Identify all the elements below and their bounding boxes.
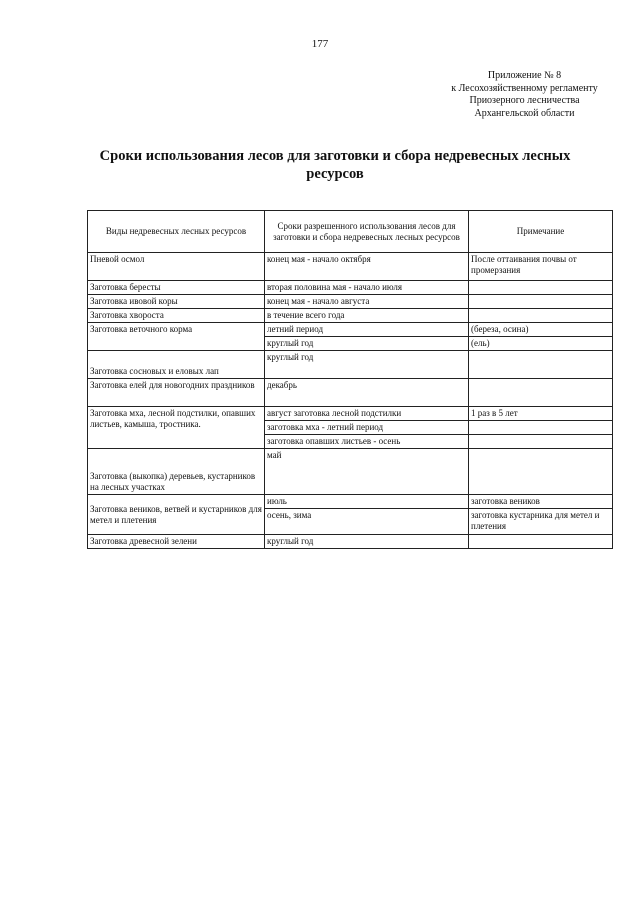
cell-period: июль [265,495,469,509]
cell-kind: Заготовка веточного корма [88,323,265,351]
cell-note [469,351,613,379]
table-row [88,449,613,495]
table-row [88,281,613,295]
cell-note [469,435,613,449]
appendix-line: Приозерного лесничества [469,95,580,106]
cell-kind: Пневой осмол [88,253,265,281]
cell-kind: Заготовка елей для новогодних праздников [88,379,265,407]
header-period: Сроки разрешенного использования лесов для заготовки и сбора недревесных лесных ресурсов [265,211,469,253]
cell-kind: Заготовка хвороста [88,309,265,323]
appendix-line: к Лесохозяйственному регламенту [451,82,598,94]
page-number: 177 [311,38,329,50]
cell-note: заготовка кустарника для метел и плетения [469,509,613,535]
cell-note [469,421,613,435]
cell-note [469,379,613,407]
cell-note [469,309,613,323]
document-title: Сроки использования лесов для заготовки и сбора недревесных лесных ресурсов [99,148,571,182]
cell-kind: Заготовка веников, ветвей и кустарников для метел и плетения [88,495,265,535]
cell-kind: Заготовка (выкопка) деревьев, кустарников на лесных участках [88,449,265,495]
cell-period: август заготовка лесной подстилки [265,407,469,421]
table-row [88,407,613,421]
table-row [88,535,613,549]
cell-period: заготовка мха - летний период [265,421,469,435]
cell-period: летний период [265,323,469,337]
table-row [88,379,613,407]
table-row [88,295,613,309]
cell-note: заготовка веников [469,495,613,509]
appendix-header [437,70,612,120]
table-header-row [88,211,613,253]
table-row [88,495,613,509]
cell-note [469,449,613,495]
cell-note [469,281,613,295]
cell-note: После оттаивания почвы от промерзания [469,253,613,281]
cell-note: 1 раз в 5 лет [469,407,613,421]
cell-period: осень, зима [265,509,469,535]
cell-period: заготовка опавших листьев - осень [265,435,469,449]
table-row [88,253,613,281]
cell-kind: Заготовка бересты [88,281,265,295]
cell-period: декабрь [265,379,469,407]
cell-kind: Заготовка мха, лесной подстилки, опавших листьев, камыша, тростника. [88,407,265,449]
appendix-line: Приложение № 8 [487,70,562,81]
cell-note [469,535,613,549]
appendix-line: Архангельской области [474,107,575,119]
table-row [88,309,613,323]
cell-note: (береза, осина) [469,323,613,337]
cell-note [469,295,613,309]
cell-note: (ель) [469,337,613,351]
cell-period: май [265,449,469,495]
cell-period: конец мая - начало августа [265,295,469,309]
cell-period: в течение всего года [265,309,469,323]
table-row [88,323,613,337]
table-row [88,351,613,379]
cell-period: вторая половина мая - начало июля [265,281,469,295]
cell-period: круглый год [265,351,469,379]
cell-kind: Заготовка древесной зелени [88,535,265,549]
header-note: Примечание [469,211,613,253]
resources-table [87,210,613,549]
cell-period: конец мая - начало октября [265,253,469,281]
header-kind: Виды недревесных лесных ресурсов [88,211,265,253]
cell-kind: Заготовка ивовой коры [88,295,265,309]
cell-period: круглый год [265,337,469,351]
cell-kind: Заготовка сосновых и еловых лап [88,351,265,379]
cell-period: круглый год [265,535,469,549]
